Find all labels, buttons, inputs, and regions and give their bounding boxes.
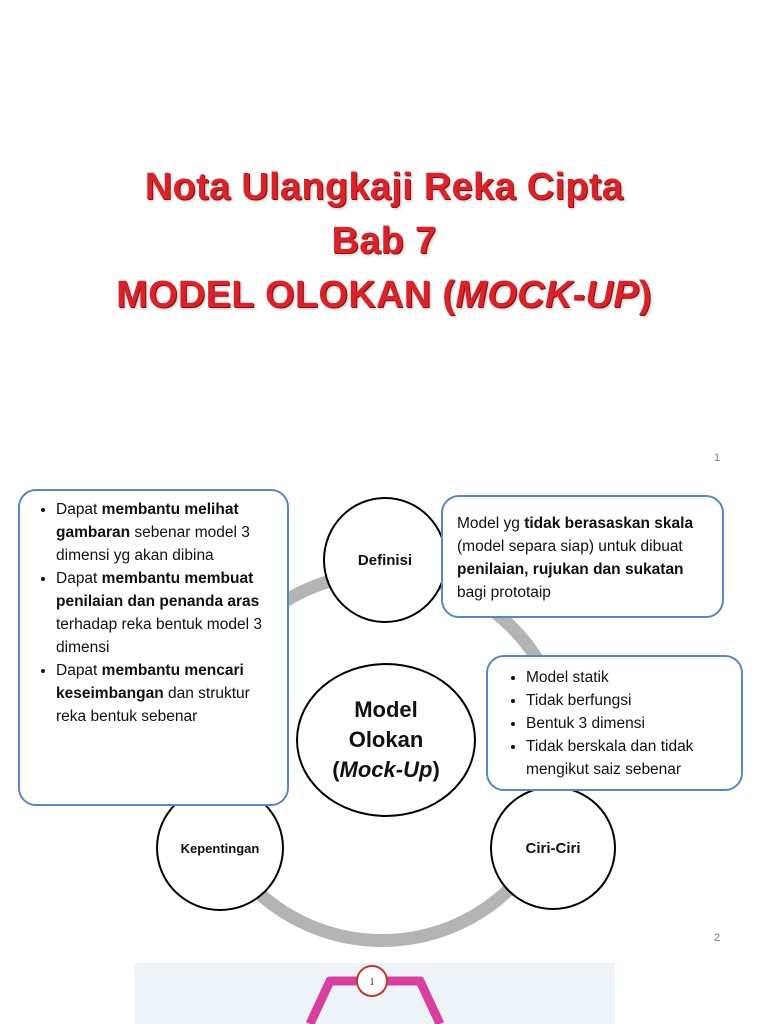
list-item: • Tidak berfungsi [526, 689, 733, 712]
page-title [0, 160, 768, 322]
list-item: • Tidak berskala dan tidak mengikut saiz sebenar [526, 735, 733, 781]
node-kepentingan: Kepentingan [156, 785, 284, 911]
definisi-box: Model yg tidak berasaskan skala (model separa siap) untuk dibuat penilaian, rujukan dan sukatan bagi prototaip [441, 495, 724, 618]
title-line-3: MODEL OLOKAN (MOCK-UP) [116, 274, 652, 316]
center-line-2: Olokan [348, 727, 424, 752]
list-item: • Dapat membantu mencari keseimbangan dan struktur reka bentuk sebenar [56, 659, 277, 728]
page-number: 1 [714, 452, 721, 464]
hexagon-diagram [135, 963, 615, 1024]
list-item: • Model statik [526, 666, 733, 689]
center-line-3: (Mock-Up) [332, 757, 440, 782]
list-item: • Dapat membantu membuat penilaian dan penanda aras terhadap reka bentuk model 3 dimensi [56, 567, 277, 659]
title-line-2: Bab 7 [331, 220, 437, 262]
center-line-1: Model [354, 697, 418, 722]
list-item: • Dapat membantu melihat gambaran sebenar model 3 dimensi yg akan dibina [56, 498, 277, 567]
title-line-1: Nota Ulangkaji Reka Cipta [144, 166, 624, 208]
page-number: 2 [714, 932, 721, 944]
ciri-ciri-box [486, 655, 743, 791]
node-ciri-ciri: Ciri-Ciri [490, 786, 616, 910]
kepentingan-list [28, 498, 277, 728]
title-slide [0, 0, 768, 470]
kepentingan-box [18, 489, 289, 806]
slide3-badge: 1 [369, 977, 375, 988]
node-definisi: Definisi [323, 497, 447, 623]
ciri-ciri-list [498, 666, 733, 781]
list-item: • Bentuk 3 dimensi [526, 712, 733, 735]
next-slide-preview [135, 963, 615, 1024]
center-circle [296, 663, 476, 817]
